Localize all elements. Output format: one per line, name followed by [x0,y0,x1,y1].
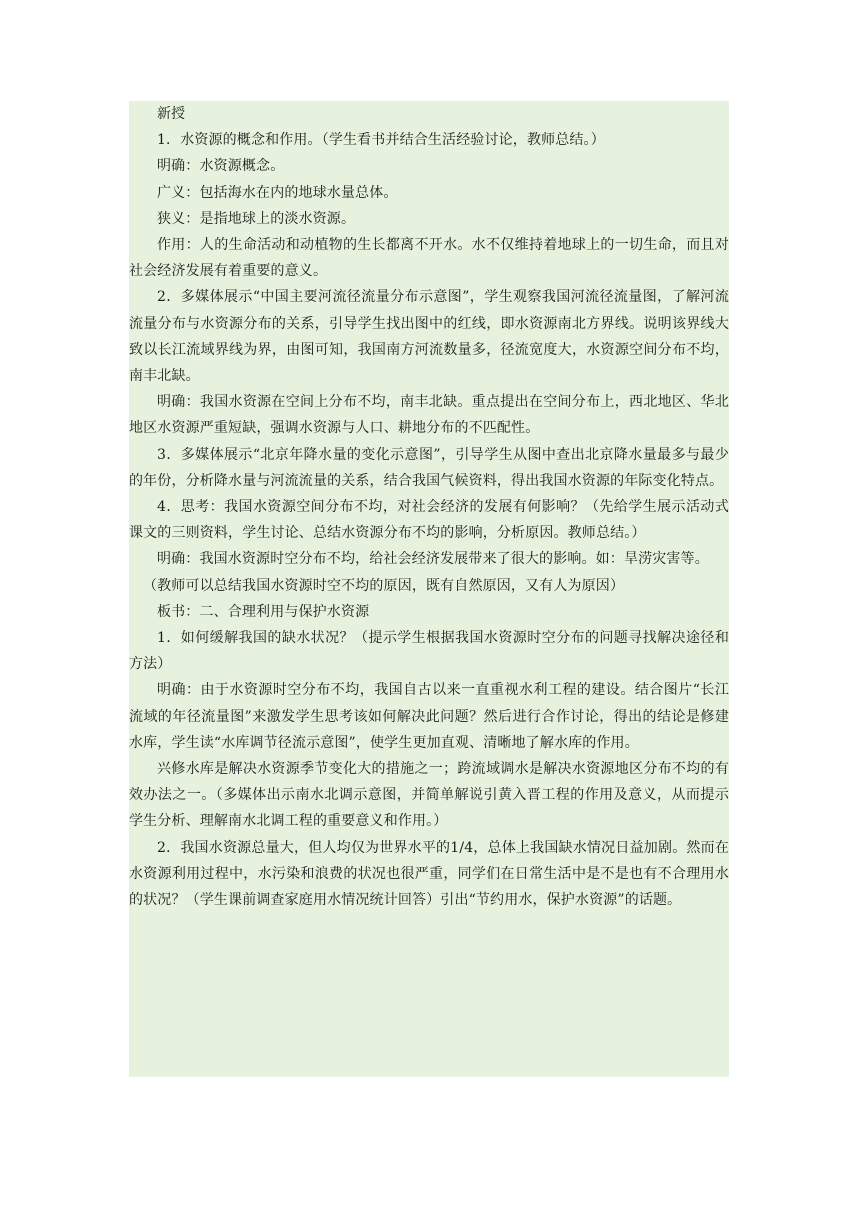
paragraph-clarify-spatial: 明确：我国水资源在空间上分布不均，南丰北缺。重点提出在空间分布上，西北地区、华北地区水资源严重短缺，强调水资源与人口、耕地分布的不匹配性。 [129,394,729,437]
paragraph-item-2b: 2．我国水资源总量大，但人均仅为世界水平的1/4，总体上我国缺水情况日益加剧。然而在水资源利用过程中，水污染和浪费的状况也很严重，同学们在日常生活中是不是也有不合理用水的状况？（学生课前调查家庭用水情况统计回答）引出“节约用水，保护水资源”的话题。 [129,839,729,909]
paragraph-item-3: 3．多媒体展示“北京年降水量的变化示意图”，引导学生从图中查出北京降水量最多与最少的年份，分析降水量与河流流量的关系，结合我国气候资料，得出我国水资源的年际变化特点。 [129,446,729,489]
paragraph-clarify-reservoir: 明确：由于水资源时空分布不均，我国自古以来一直重视水利工程的建设。结合图片“长江流域的年径流量图”来激发学生思考该如何解决此问题？然后进行合作讨论，得出的结论是修建水库，学生读“水库调节径流示意图”，使学生更加直观、清晰地了解水库的作用。 [129,682,729,751]
paragraph-water-transfer: 兴修水库是解决水资源季节变化大的措施之一；跨流域调水是解决水资源地区分布不均的有效办法之一。（多媒体出示南水北调示意图，并简单解说引黄入晋工程的作用及意义，从而提示学生分析、理解南水北调工程的重要意义和作用。） [129,761,729,830]
paragraph-board-heading: 板书：二、合理利用与保护水资源 [157,603,370,620]
paragraph-clarify-concept: 明确：水资源概念。 [157,158,285,175]
paragraph-clarify-impact: 明确：我国水资源时空分布不均，给社会经济发展带来了很大的影响。如：旱涝灾害等。 [157,551,709,568]
lesson-text-block [129,101,729,1077]
paragraph-item-2: 2．多媒体展示“中国主要河流径流量分布示意图”，学生观察我国河流径流量图，了解河流流量分布与水资源分布的关系，引导学生找出图中的红线，即水资源南北方界线。说明该界线大致以长江流域界线为界，由图可知，我国南方河流数量多，径流宽度大，水资源空间分布不均，南丰北缺。 [129,289,729,385]
paragraph-item-1b: 1．如何缓解我国的缺水状况？（提示学生根据我国水资源时空分布的问题寻找解决途径和方法） [129,630,729,673]
paragraph-function: 作用：人的生命活动和动植物的生长都离不开水。水不仅维持着地球上的一切生命，而且对社会经济发展有着重要的意义。 [129,237,729,280]
paragraph-teacher-note: （教师可以总结我国水资源时空不均的原因，既有自然原因，又有人为原因） [143,577,625,594]
paragraph-narrow-definition: 狭义：是指地球上的淡水资源。 [157,210,356,227]
paragraph-section-heading: 新授 [157,106,186,122]
paragraph-broad-definition: 广义：包括海水在内的地球水量总体。 [157,184,398,201]
paragraph-item-4: 4．思考：我国水资源空间分布不均，对社会经济的发展有何影响？（先给学生展示活动式课文的三则资料，学生讨论、总结水资源分布不均的影响，分析原因。教师总结。） [129,499,729,542]
paragraph-item-1: 1．水资源的概念和作用。（学生看书并结合生活经验讨论，教师总结。） [157,132,605,149]
